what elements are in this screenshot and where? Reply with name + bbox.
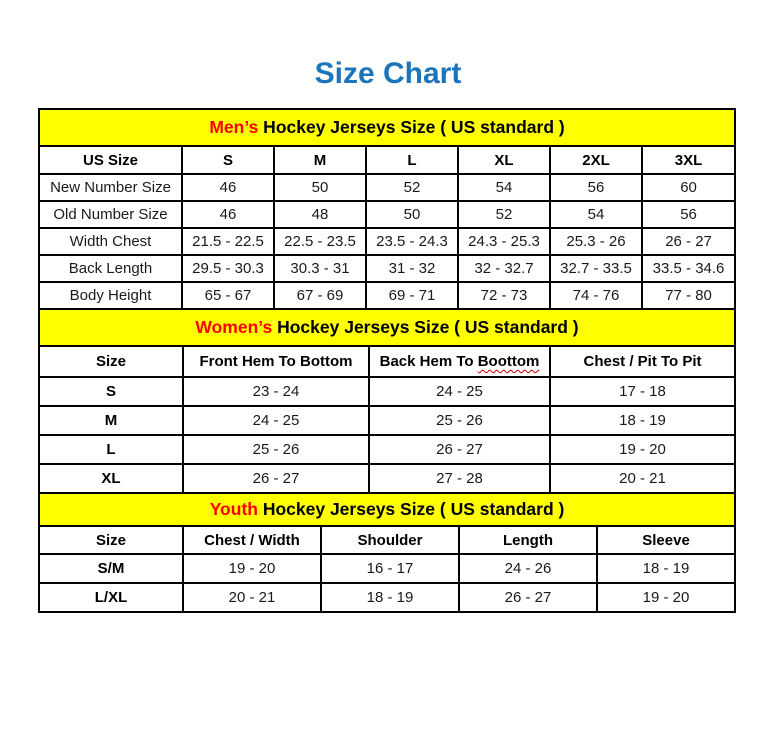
womens-row-label: XL bbox=[39, 464, 183, 493]
youth-col-header-shoulder: Shoulder bbox=[321, 526, 459, 554]
youth-banner-highlight: Youth bbox=[209, 499, 258, 519]
table-row bbox=[39, 554, 735, 583]
back-hem-typo-word: Boottom bbox=[477, 353, 540, 370]
womens-cell: 20 - 21 bbox=[550, 464, 735, 493]
mens-cell: 29.5 - 30.3 bbox=[182, 255, 274, 282]
mens-banner bbox=[39, 109, 735, 146]
table-row bbox=[39, 435, 735, 464]
table-row bbox=[39, 174, 735, 201]
mens-cell: 25.3 - 26 bbox=[550, 228, 642, 255]
youth-cell: 19 - 20 bbox=[183, 554, 321, 583]
table-row bbox=[39, 406, 735, 435]
youth-col-header-size: Size bbox=[39, 526, 183, 554]
womens-cell: 18 - 19 bbox=[550, 406, 735, 435]
youth-banner-row bbox=[39, 493, 735, 526]
womens-cell: 17 - 18 bbox=[550, 377, 735, 406]
mens-cell: 54 bbox=[458, 174, 550, 201]
mens-cell: 32.7 - 33.5 bbox=[550, 255, 642, 282]
mens-cell: 54 bbox=[550, 201, 642, 228]
womens-cell: 25 - 26 bbox=[369, 406, 550, 435]
mens-cell: 46 bbox=[182, 174, 274, 201]
table-row bbox=[39, 255, 735, 282]
womens-size-table bbox=[38, 308, 736, 494]
mens-banner-rest: Hockey Jerseys Size ( US standard ) bbox=[258, 117, 565, 137]
youth-size-table bbox=[38, 492, 736, 613]
mens-row-label: Back Length bbox=[39, 255, 182, 282]
mens-banner-row bbox=[39, 109, 735, 146]
mens-col-header-xl: XL bbox=[458, 146, 550, 174]
mens-cell: 65 - 67 bbox=[182, 282, 274, 309]
table-row bbox=[39, 583, 735, 612]
size-chart-container bbox=[38, 108, 734, 613]
mens-cell: 67 - 69 bbox=[274, 282, 366, 309]
youth-banner-rest: Hockey Jerseys Size ( US standard ) bbox=[257, 499, 565, 519]
mens-cell: 48 bbox=[274, 201, 366, 228]
mens-cell: 30.3 - 31 bbox=[274, 255, 366, 282]
womens-cell: 23 - 24 bbox=[183, 377, 369, 406]
back-hem-prefix: Back Hem To bbox=[379, 353, 478, 370]
table-row bbox=[39, 228, 735, 255]
womens-col-header-front-hem: Front Hem To Bottom bbox=[183, 346, 369, 377]
womens-banner bbox=[39, 309, 735, 346]
mens-cell: 72 - 73 bbox=[458, 282, 550, 309]
mens-size-table bbox=[38, 108, 736, 310]
womens-cell: 19 - 20 bbox=[550, 435, 735, 464]
mens-row-label: Old Number Size bbox=[39, 201, 182, 228]
womens-col-header-back-hem bbox=[369, 346, 550, 377]
mens-col-header-us-size: US Size bbox=[39, 146, 182, 174]
youth-cell: 16 - 17 bbox=[321, 554, 459, 583]
womens-row-label: S bbox=[39, 377, 183, 406]
youth-header-row bbox=[39, 526, 735, 554]
mens-col-header-m: M bbox=[274, 146, 366, 174]
mens-col-header-3xl: 3XL bbox=[642, 146, 735, 174]
youth-col-header-chest-width: Chest / Width bbox=[183, 526, 321, 554]
mens-cell: 56 bbox=[550, 174, 642, 201]
womens-row-label: M bbox=[39, 406, 183, 435]
youth-cell: 18 - 19 bbox=[597, 554, 735, 583]
womens-cell: 27 - 28 bbox=[369, 464, 550, 493]
mens-cell: 69 - 71 bbox=[366, 282, 458, 309]
womens-col-header-chest: Chest / Pit To Pit bbox=[550, 346, 735, 377]
youth-col-header-sleeve: Sleeve bbox=[597, 526, 735, 554]
mens-cell: 24.3 - 25.3 bbox=[458, 228, 550, 255]
table-row bbox=[39, 377, 735, 406]
womens-header-row bbox=[39, 346, 735, 377]
womens-cell: 24 - 25 bbox=[369, 377, 550, 406]
womens-cell: 26 - 27 bbox=[369, 435, 550, 464]
mens-cell: 77 - 80 bbox=[642, 282, 735, 309]
mens-cell: 32 - 32.7 bbox=[458, 255, 550, 282]
mens-cell: 56 bbox=[642, 201, 735, 228]
mens-col-header-s: S bbox=[182, 146, 274, 174]
mens-col-header-l: L bbox=[366, 146, 458, 174]
mens-header-row bbox=[39, 146, 735, 174]
mens-cell: 50 bbox=[274, 174, 366, 201]
youth-banner bbox=[39, 493, 735, 526]
youth-cell: 19 - 20 bbox=[597, 583, 735, 612]
womens-cell: 26 - 27 bbox=[183, 464, 369, 493]
youth-col-header-length: Length bbox=[459, 526, 597, 554]
womens-banner-row bbox=[39, 309, 735, 346]
youth-row-label: S/M bbox=[39, 554, 183, 583]
womens-banner-rest: Hockey Jerseys Size ( US standard ) bbox=[272, 317, 579, 337]
youth-cell: 24 - 26 bbox=[459, 554, 597, 583]
womens-cell: 25 - 26 bbox=[183, 435, 369, 464]
womens-col-header-size: Size bbox=[39, 346, 183, 377]
youth-cell: 18 - 19 bbox=[321, 583, 459, 612]
mens-cell: 52 bbox=[458, 201, 550, 228]
mens-row-label: Width Chest bbox=[39, 228, 182, 255]
mens-row-label: Body Height bbox=[39, 282, 182, 309]
mens-cell: 21.5 - 22.5 bbox=[182, 228, 274, 255]
womens-row-label: L bbox=[39, 435, 183, 464]
womens-cell: 24 - 25 bbox=[183, 406, 369, 435]
table-row bbox=[39, 201, 735, 228]
mens-cell: 22.5 - 23.5 bbox=[274, 228, 366, 255]
mens-banner-highlight: Men’s bbox=[209, 117, 259, 137]
page-title: Size Chart bbox=[314, 57, 462, 90]
youth-cell: 20 - 21 bbox=[183, 583, 321, 612]
mens-cell: 60 bbox=[642, 174, 735, 201]
mens-col-header-2xl: 2XL bbox=[550, 146, 642, 174]
mens-row-label: New Number Size bbox=[39, 174, 182, 201]
mens-cell: 74 - 76 bbox=[550, 282, 642, 309]
mens-cell: 46 bbox=[182, 201, 274, 228]
table-row bbox=[39, 464, 735, 493]
table-row bbox=[39, 282, 735, 309]
mens-cell: 23.5 - 24.3 bbox=[366, 228, 458, 255]
mens-cell: 52 bbox=[366, 174, 458, 201]
womens-banner-highlight: Women’s bbox=[195, 317, 273, 337]
mens-cell: 26 - 27 bbox=[642, 228, 735, 255]
youth-cell: 26 - 27 bbox=[459, 583, 597, 612]
mens-cell: 33.5 - 34.6 bbox=[642, 255, 735, 282]
mens-cell: 31 - 32 bbox=[366, 255, 458, 282]
youth-row-label: L/XL bbox=[39, 583, 183, 612]
mens-cell: 50 bbox=[366, 201, 458, 228]
